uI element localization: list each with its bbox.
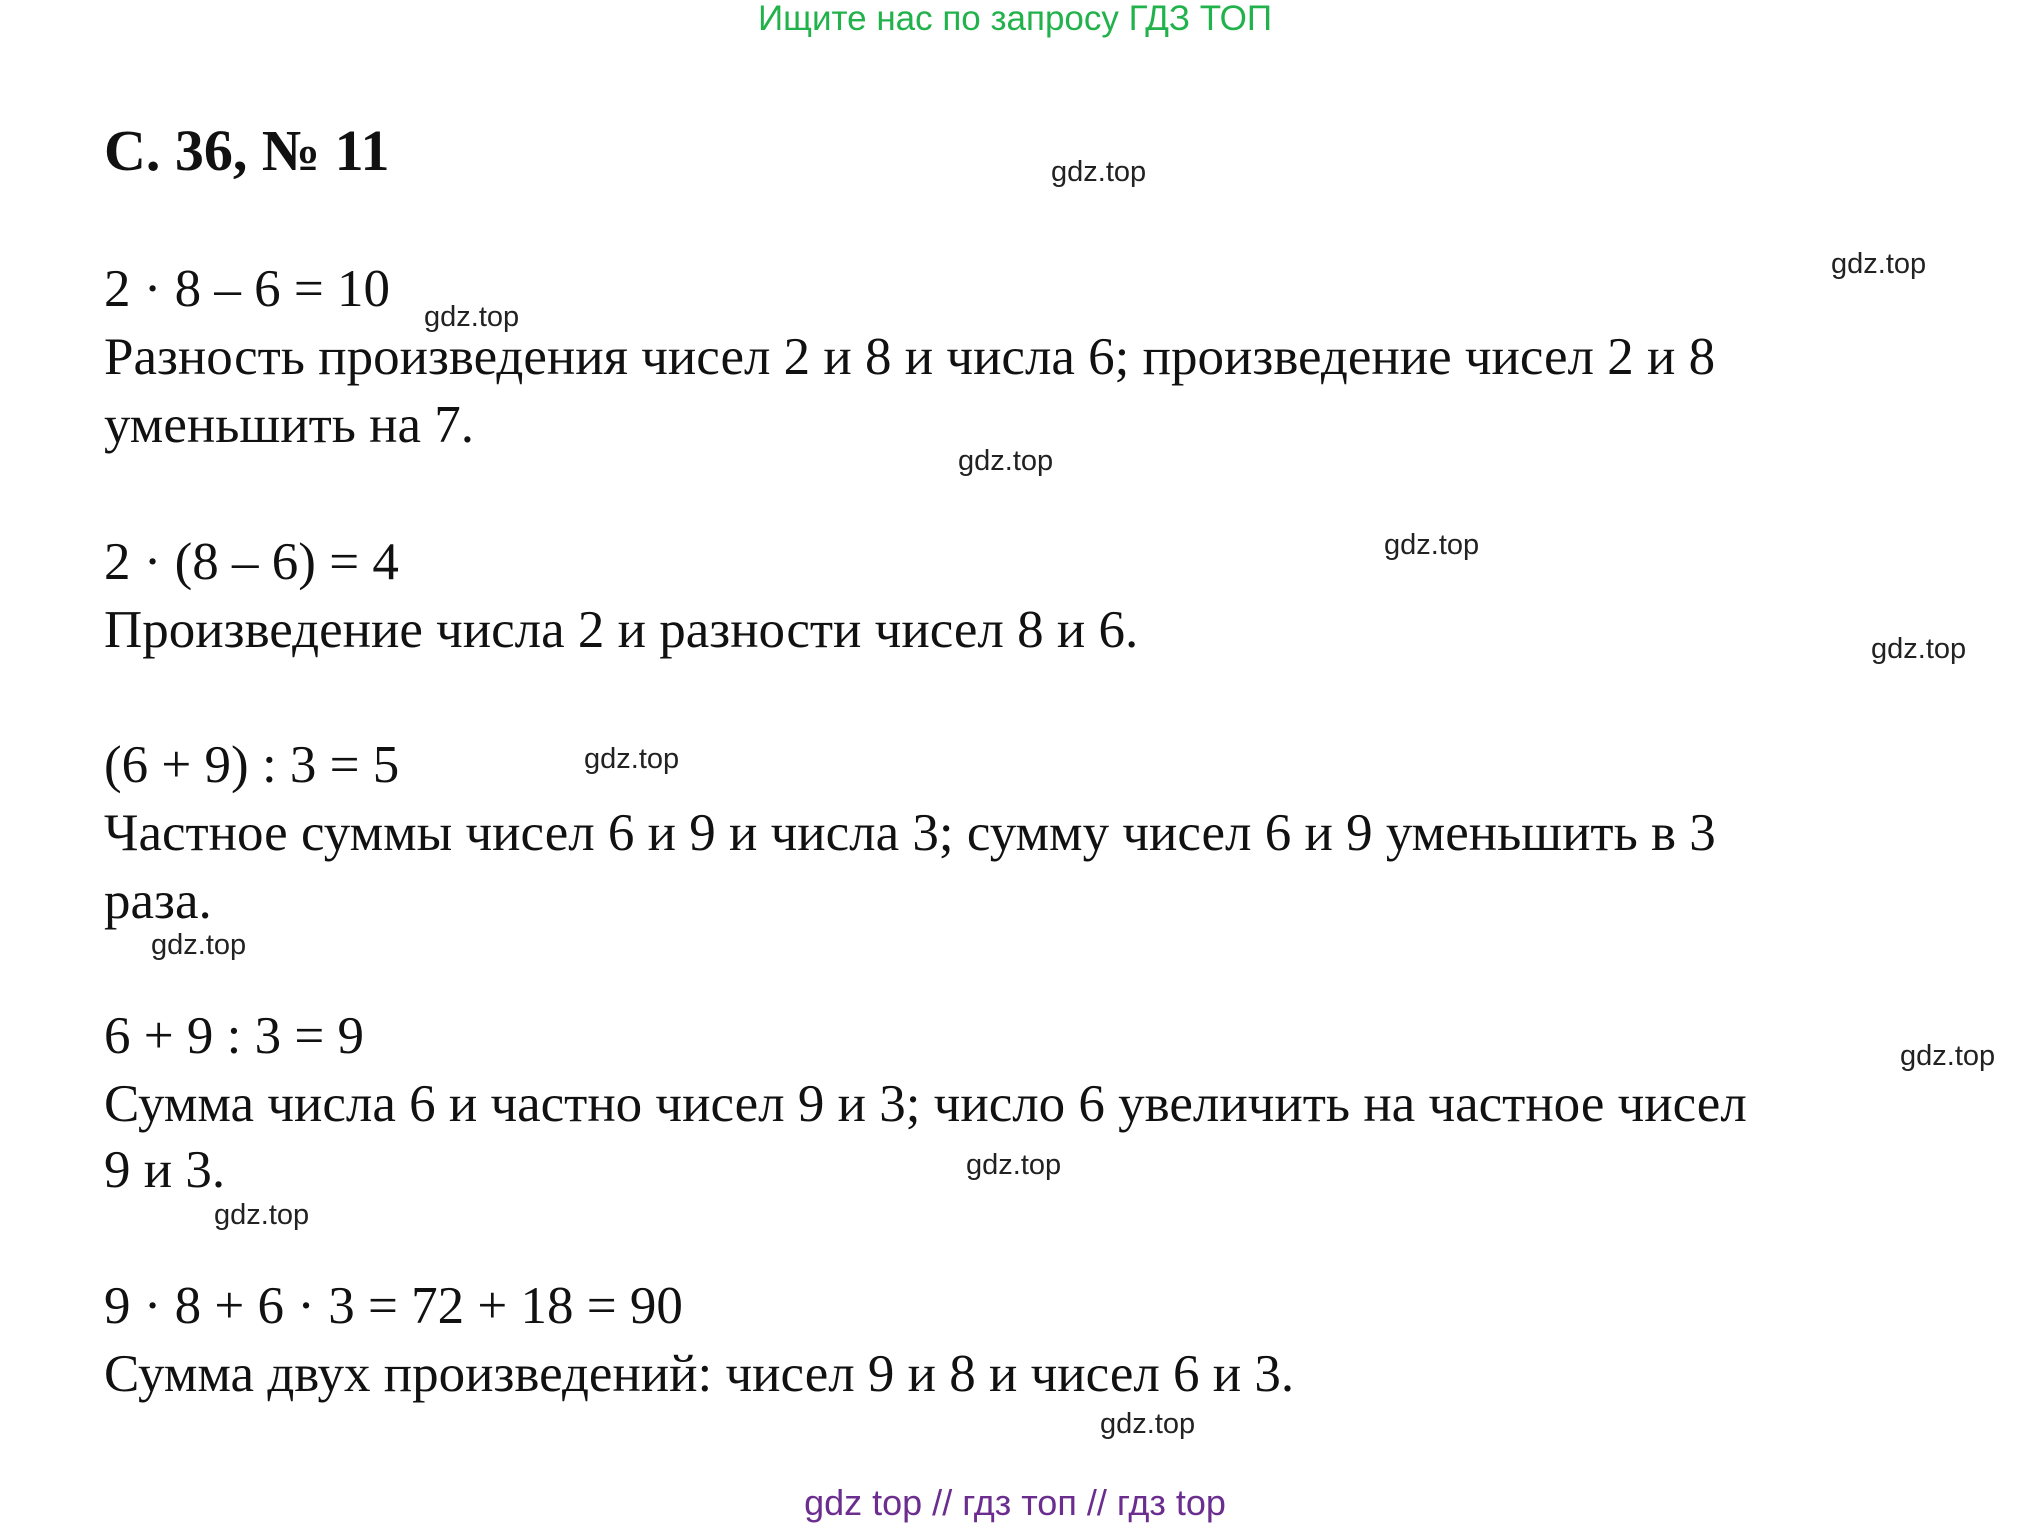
- problem-3-expression: (6 + 9) : 3 = 5: [104, 736, 400, 794]
- watermark: gdz.top: [1100, 1408, 1196, 1440]
- watermark: gdz.top: [1051, 156, 1147, 188]
- watermark: gdz.top: [966, 1149, 1062, 1181]
- problem-3-text-line-2: раза.: [104, 872, 212, 930]
- top-banner: Ищите нас по запросу ГДЗ ТОП: [758, 0, 1272, 38]
- problem-1-expression: 2 · 8 – 6 = 10: [104, 260, 391, 318]
- watermark: gdz.top: [151, 929, 247, 961]
- bottom-banner: gdz top // гдз топ // гдз top: [804, 1482, 1226, 1523]
- problem-4-text-line-2: 9 и 3.: [104, 1141, 226, 1199]
- watermark: gdz.top: [214, 1199, 310, 1231]
- problem-5-text-line-1: Сумма двух произведений: чисел 9 и 8 и чисел 6 и 3.: [104, 1345, 1295, 1403]
- problem-2-text-line-1: Произведение числа 2 и разности чисел 8 и 6.: [104, 601, 1139, 659]
- watermark: gdz.top: [424, 301, 520, 333]
- watermark: gdz.top: [584, 743, 680, 775]
- watermark: gdz.top: [1900, 1040, 1996, 1072]
- problem-3-text-line-1: Частное суммы чисел 6 и 9 и числа 3; сумму чисел 6 и 9 уменьшить в 3: [104, 804, 1716, 862]
- problem-2-expression: 2 · (8 – 6) = 4: [104, 533, 399, 591]
- watermark: gdz.top: [1871, 633, 1967, 665]
- problem-1-text-line-1: Разность произведения чисел 2 и 8 и числа 6; произведение чисел 2 и 8: [104, 328, 1716, 386]
- page-title: С. 36, № 11: [104, 118, 390, 183]
- watermark: gdz.top: [958, 445, 1054, 477]
- problem-4-expression: 6 + 9 : 3 = 9: [104, 1007, 365, 1065]
- watermark: gdz.top: [1831, 248, 1927, 280]
- problem-1-text-line-2: уменьшить на 7.: [104, 396, 475, 454]
- problem-4-text-line-1: Сумма числа 6 и частно чисел 9 и 3; число 6 увеличить на частное чисел: [104, 1075, 1747, 1133]
- watermark: gdz.top: [1384, 529, 1480, 561]
- problem-5-expression: 9 · 8 + 6 · 3 = 72 + 18 = 90: [104, 1277, 683, 1335]
